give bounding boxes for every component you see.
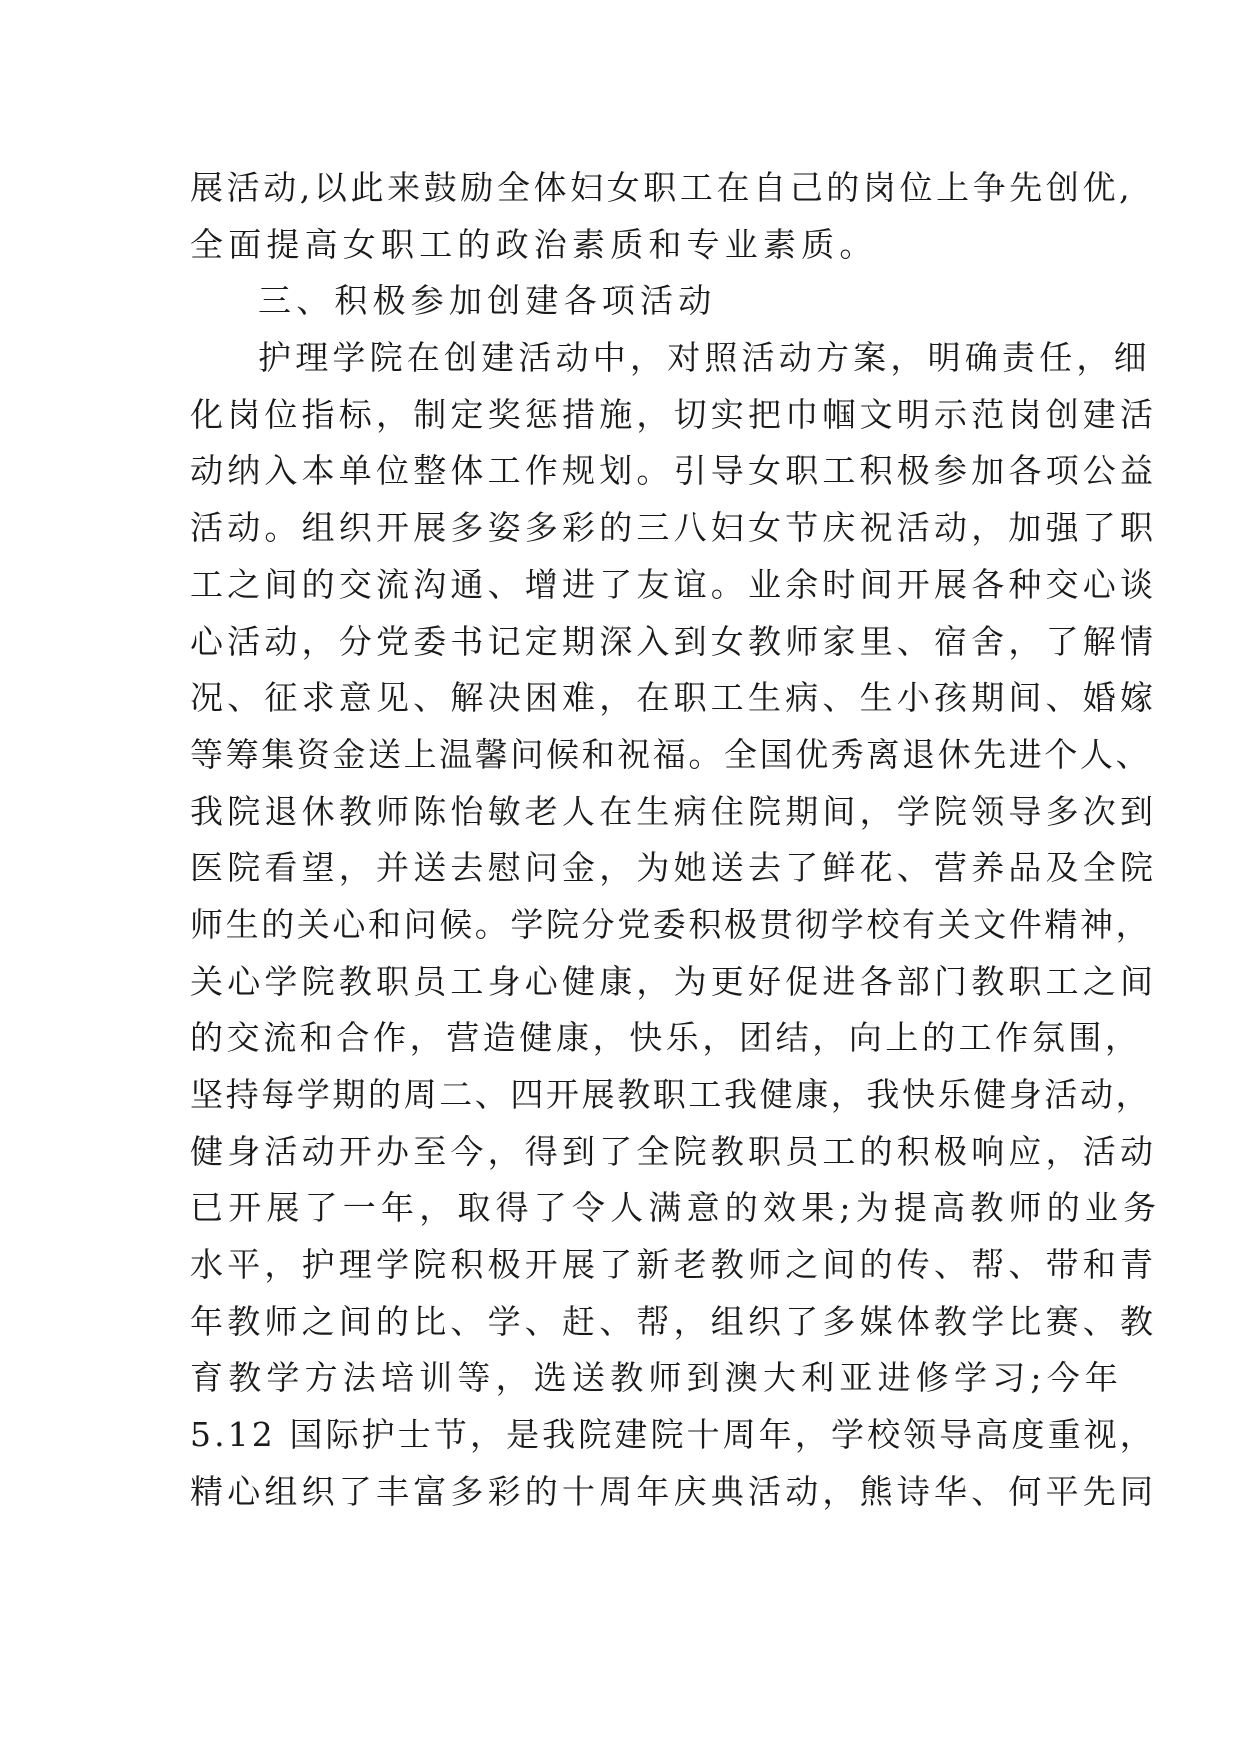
body-text bbox=[190, 160, 1162, 1521]
text-line: 等筹集资金送上温馨问候和祝福。全国优秀离退休先进个人、 bbox=[190, 734, 1152, 774]
text-line: 动纳入本单位整体工作规划。引导女职工积极参加各项公益 bbox=[190, 451, 1158, 491]
text-line: 坚持每学期的周二、四开展教职工我健康，我快乐健身活动， bbox=[190, 1075, 1152, 1114]
text-line: 医院看望，并送去慰问金，为她送去了鲜花、营养品及全院 bbox=[190, 848, 1158, 888]
text-line: 5.12 国际护士节，是我院建院十周年，学校领导高度重视， bbox=[190, 1415, 1156, 1455]
text-line: 水平，护理学院积极开展了新老教师之间的传、帮、带和青 bbox=[190, 1245, 1158, 1285]
section-heading: 三、积极参加创建各项活动 bbox=[258, 281, 717, 321]
text-line: 化岗位指标，制定奖惩措施，切实把巾帼文明示范岗创建活 bbox=[190, 394, 1158, 434]
text-line: 关心学院教职员工身心健康，为更好促进各部门教职工之间 bbox=[190, 961, 1158, 1001]
text-line: 已开展了一年，取得了令人满意的效果;为提高教师的业务 bbox=[190, 1188, 1162, 1228]
text-line: 活动。组织开展多姿多彩的三八妇女节庆祝活动，加强了职 bbox=[190, 508, 1158, 548]
text-line: 师生的关心和问候。学院分党委积极贯彻学校有关文件精神， bbox=[190, 904, 1152, 944]
text-line: 健身活动开办至今，得到了全院教职员工的积极响应，活动 bbox=[190, 1131, 1158, 1171]
text-line: 全面提高女职工的政治素质和专业素质。 bbox=[190, 224, 878, 264]
text-line: 展活动,以此来鼓励全体妇女职工在自己的岗位上争先创优, bbox=[190, 168, 1134, 207]
text-line: 我院退休教师陈怡敏老人在生病住院期间，学院领导多次到 bbox=[190, 791, 1158, 831]
text-line: 护理学院在创建活动中，对照活动方案，明确责任，细 bbox=[258, 338, 1151, 378]
text-line: 的交流和合作，营造健康，快乐，团结，向上的工作氛围， bbox=[190, 1018, 1142, 1058]
text-line: 况、征求意见、解决困难，在职工生病、生小孩期间、婚嫁 bbox=[190, 678, 1158, 718]
text-line: 工之间的交流沟通、增进了友谊。业余时间开展各种交心谈 bbox=[190, 564, 1158, 604]
text-line: 心活动，分党委书记定期深入到女教师家里、宿舍，了解情 bbox=[190, 621, 1158, 661]
text-line: 育教学方法培训等，选送教师到澳大利亚进修学习;今年 bbox=[190, 1358, 1124, 1398]
text-line: 年教师之间的比、学、赶、帮，组织了多媒体教学比赛、教 bbox=[190, 1301, 1158, 1341]
text-line: 精心组织了丰富多彩的十周年庆典活动，熊诗华、何平先同 bbox=[190, 1471, 1158, 1511]
